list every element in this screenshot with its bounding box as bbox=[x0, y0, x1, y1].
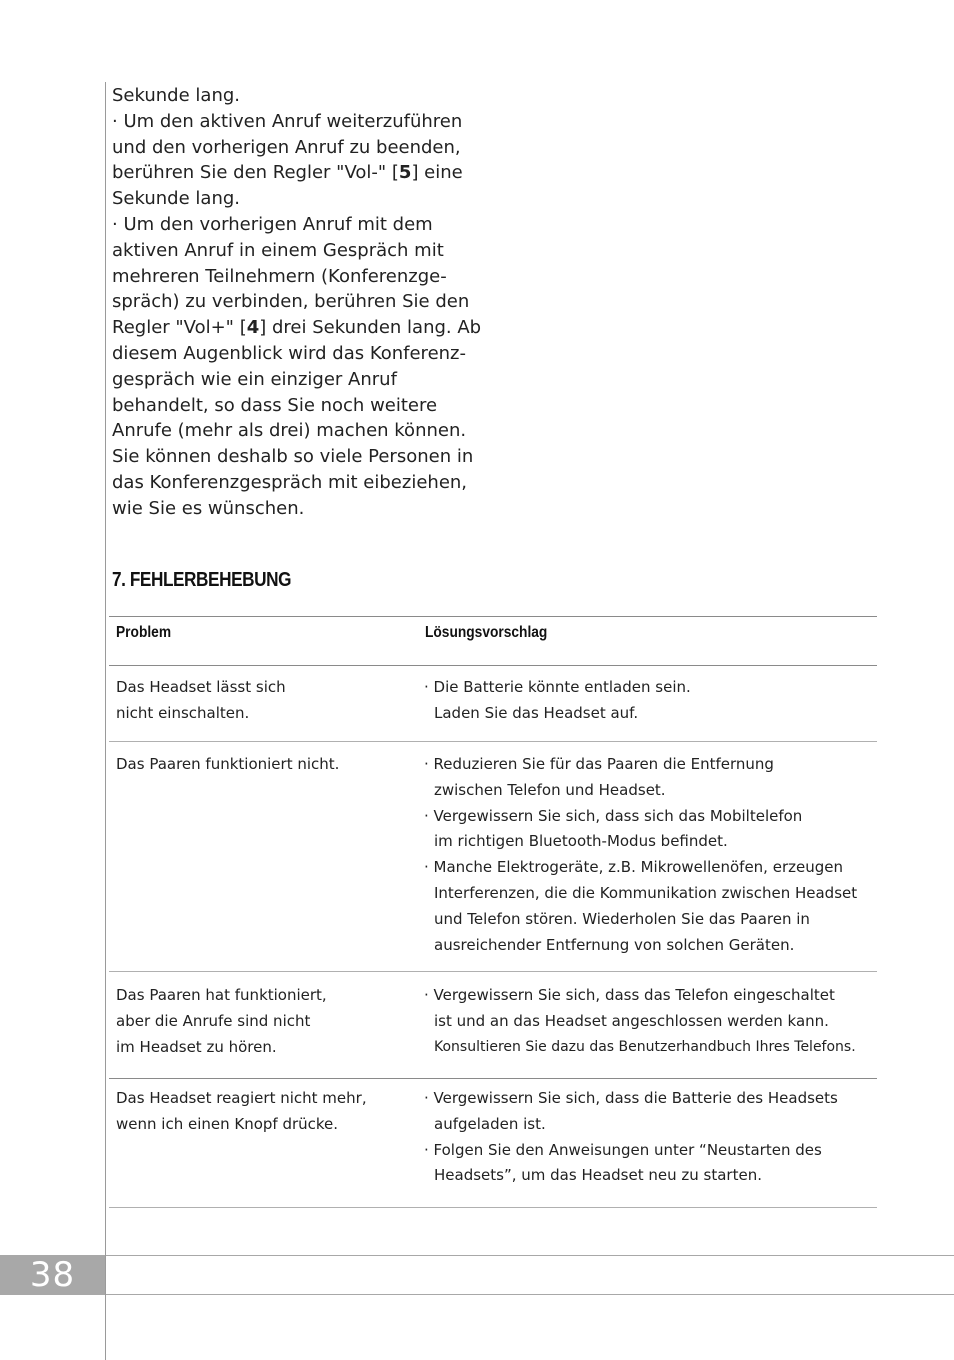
section-title: 7. FEHLERBEHEBUNG bbox=[112, 569, 292, 591]
table-row-1-problem: Das Headset lässt sich nicht einschalten. bbox=[116, 678, 286, 722]
margin-rule bbox=[105, 82, 106, 1360]
table-row-divider bbox=[109, 1078, 877, 1079]
table-top-rule bbox=[109, 616, 877, 617]
key-number-4: 4 bbox=[246, 317, 260, 339]
intro-text bbox=[112, 83, 482, 522]
table-row-3-problem: Das Paaren hat funktioniert, aber die Anrufe sind nicht im Headset zu hören. bbox=[116, 986, 327, 1056]
intro-paragraph-2: · Um den aktiven Anruf weiterzuführen und den vorherigen Anruf zu beenden, berühren Sie den Regler "Vol-" [5] eine Sekunde lang. bbox=[112, 110, 463, 210]
key-number-5: 5 bbox=[398, 162, 412, 184]
column-header-problem: Problem bbox=[116, 624, 172, 641]
footer-rule-bottom bbox=[106, 1294, 954, 1295]
table-bottom-rule bbox=[109, 1207, 877, 1208]
table-row-divider bbox=[109, 971, 877, 972]
table-row-1-solution: · Die Batterie könnte entladen sein. Laden Sie das Headset auf. bbox=[424, 678, 691, 722]
table-row-4-solution: · Vergewissern Sie sich, dass die Batterie des Headsets aufgeladen ist. · Folgen Sie den Anweisungen unter “Neustarten des Headsets”, um das Headset neu zu starten. bbox=[424, 1089, 838, 1185]
table-row-2-problem: Das Paaren funktioniert nicht. bbox=[116, 755, 340, 773]
table-row-4-problem: Das Headset reagiert nicht mehr, wenn ich einen Knopf drücke. bbox=[116, 1089, 367, 1133]
column-header-solution: Lösungsvorschlag bbox=[425, 624, 548, 641]
footer-rule-top bbox=[106, 1255, 954, 1256]
intro-paragraph-3: · Um den vorherigen Anruf mit dem aktiven Anruf in einem Gespräch mit mehreren Teilnehmern (Konferenzge-spräch) zu verbinden, berühren Sie den Regler "Vol+" [4] drei Sekunden lang. Ab diesem Augenblick wird das Konferenz-gespräch wie ein einziger Anruf behandelt, so dass Sie noch weitere Anrufe (mehr als drei) machen können. Sie können deshalb so viele Personen in das Konferenzgespräch mit eibeziehen, wie Sie es wünschen. bbox=[112, 213, 482, 519]
table-row-3-solution: · Vergewissern Sie sich, dass das Telefon eingeschaltet ist und an das Headset angeschlossen werden kann. Konsultieren Sie dazu das Benutzerhandbuch Ihres Telefons. bbox=[424, 986, 856, 1055]
table-row-2-solution: · Reduzieren Sie für das Paaren die Entfernung zwischen Telefon und Headset. · Vergewissern Sie sich, dass sich das Mobiltelefon im richtigen Bluetooth-Modus befindet. · Manche Elektrogeräte, z.B. Mikrowellenöfen, erzeugen Interferenzen, die die Kommunikation zwischen Headset und Telefon stören. Wiederholen Sie das Paaren in ausreichender Entfernung von solchen Geräten. bbox=[424, 755, 858, 954]
table-header-rule bbox=[109, 665, 877, 666]
page-number: 38 bbox=[29, 1255, 76, 1295]
table-row-divider bbox=[109, 741, 877, 742]
intro-line-1: Sekunde lang. bbox=[112, 85, 240, 106]
